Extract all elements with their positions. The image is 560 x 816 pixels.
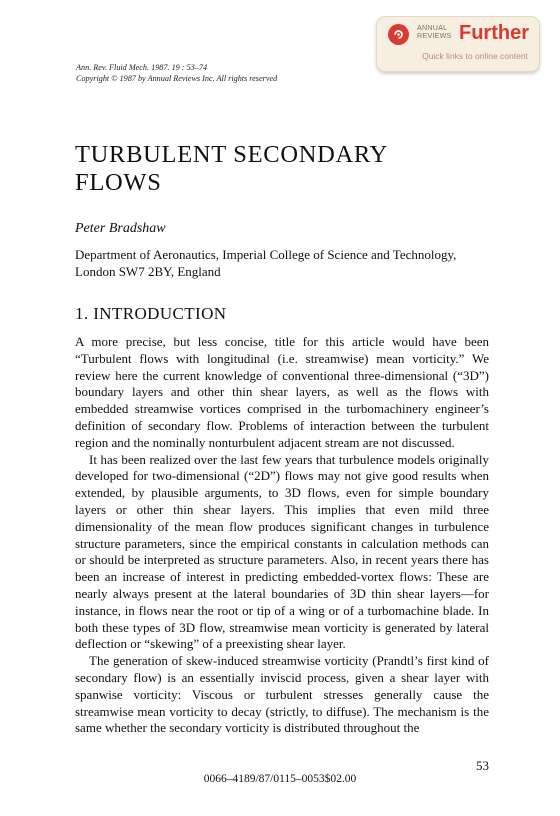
author-name: Peter Bradshaw bbox=[75, 221, 166, 236]
body-text bbox=[75, 334, 489, 737]
page-number: 53 bbox=[476, 758, 489, 773]
further-links-badge[interactable] bbox=[376, 16, 540, 72]
author-affiliation bbox=[75, 246, 495, 280]
further-brand: Further bbox=[459, 22, 529, 44]
journal-citation-block bbox=[76, 62, 376, 84]
badge-tagline: Quick links to online content bbox=[422, 51, 528, 61]
publisher-line-2: REVIEWS bbox=[417, 31, 452, 40]
copyright-line: Copyright © 1987 by Annual Reviews Inc. All rights reserved bbox=[76, 74, 278, 83]
paragraph: The generation of skew-induced streamwise vorticity (Prandtl’s first kind of secondary flow) is an essentially inviscid process, given a shear layer with spanwise vorticity: Viscous or turbulent stresses generally cause the streamwise mean vorticity to decay (strictly, to diffuse). The mechanism is the same whether the secondary vorticity is distributed throughout the bbox=[75, 653, 489, 736]
publisher-wordmark bbox=[417, 24, 457, 40]
annual-reviews-logo-icon bbox=[388, 24, 409, 45]
title-line-1: TURBULENT SECONDARY bbox=[75, 141, 388, 168]
affiliation-line-1: Department of Aeronautics, Imperial College of Science and Technology, bbox=[75, 247, 457, 262]
article-title bbox=[75, 141, 495, 197]
publisher-line-1: ANNUAL bbox=[417, 23, 448, 32]
section-heading: 1. INTRODUCTION bbox=[75, 304, 227, 323]
affiliation-line-2: London SW7 2BY, England bbox=[75, 264, 221, 279]
paragraph: It has been realized over the last few years that turbulence models originally developed for two-dimensional (“2D”) flows may not give good results when extended, by plausible arguments, to 3D flows, even for simple boundary layers or other thin shear layers. This implies that even mild three dimensionality of the mean flow produces significant changes in turbulence structure parameters, since the empirical constants in calculation methods can or should be interpreted as structure parameters. Also, in recent years there has been an increase of interest in predicting embedded-vortex flows: These are nearly always present at the lateral boundaries of 3D thin shear layers—for instance, in flows near the root or tip of a wing or of a turbomachine blade. In both these types of 3D flow, streamwise mean vorticity is generated by lateral deflection or “skewing” of a preexisting shear layer. bbox=[75, 451, 489, 652]
paragraph: A more precise, but less concise, title for this article would have been “Turbulent flows with longitudinal (i.e. streamwise) mean vorticity.” We review here the current knowledge of conventional three-dimensional (“3D”) boundary layers and other thin shear layers, as well as the flows with embedded streamwise vortices comprised in the turbomachinery engineer’s definition of secondary flow. Problems of interaction between the turbulent region and the nominally nonturbulent adjacent stream are not discussed. bbox=[75, 334, 489, 450]
journal-citation: Ann. Rev. Fluid Mech. 1987. 19 : 53–74 bbox=[76, 63, 208, 72]
footer-code: 0066–4189/87/0115–0053$02.00 bbox=[203, 773, 357, 785]
title-line-2: FLOWS bbox=[75, 169, 162, 196]
